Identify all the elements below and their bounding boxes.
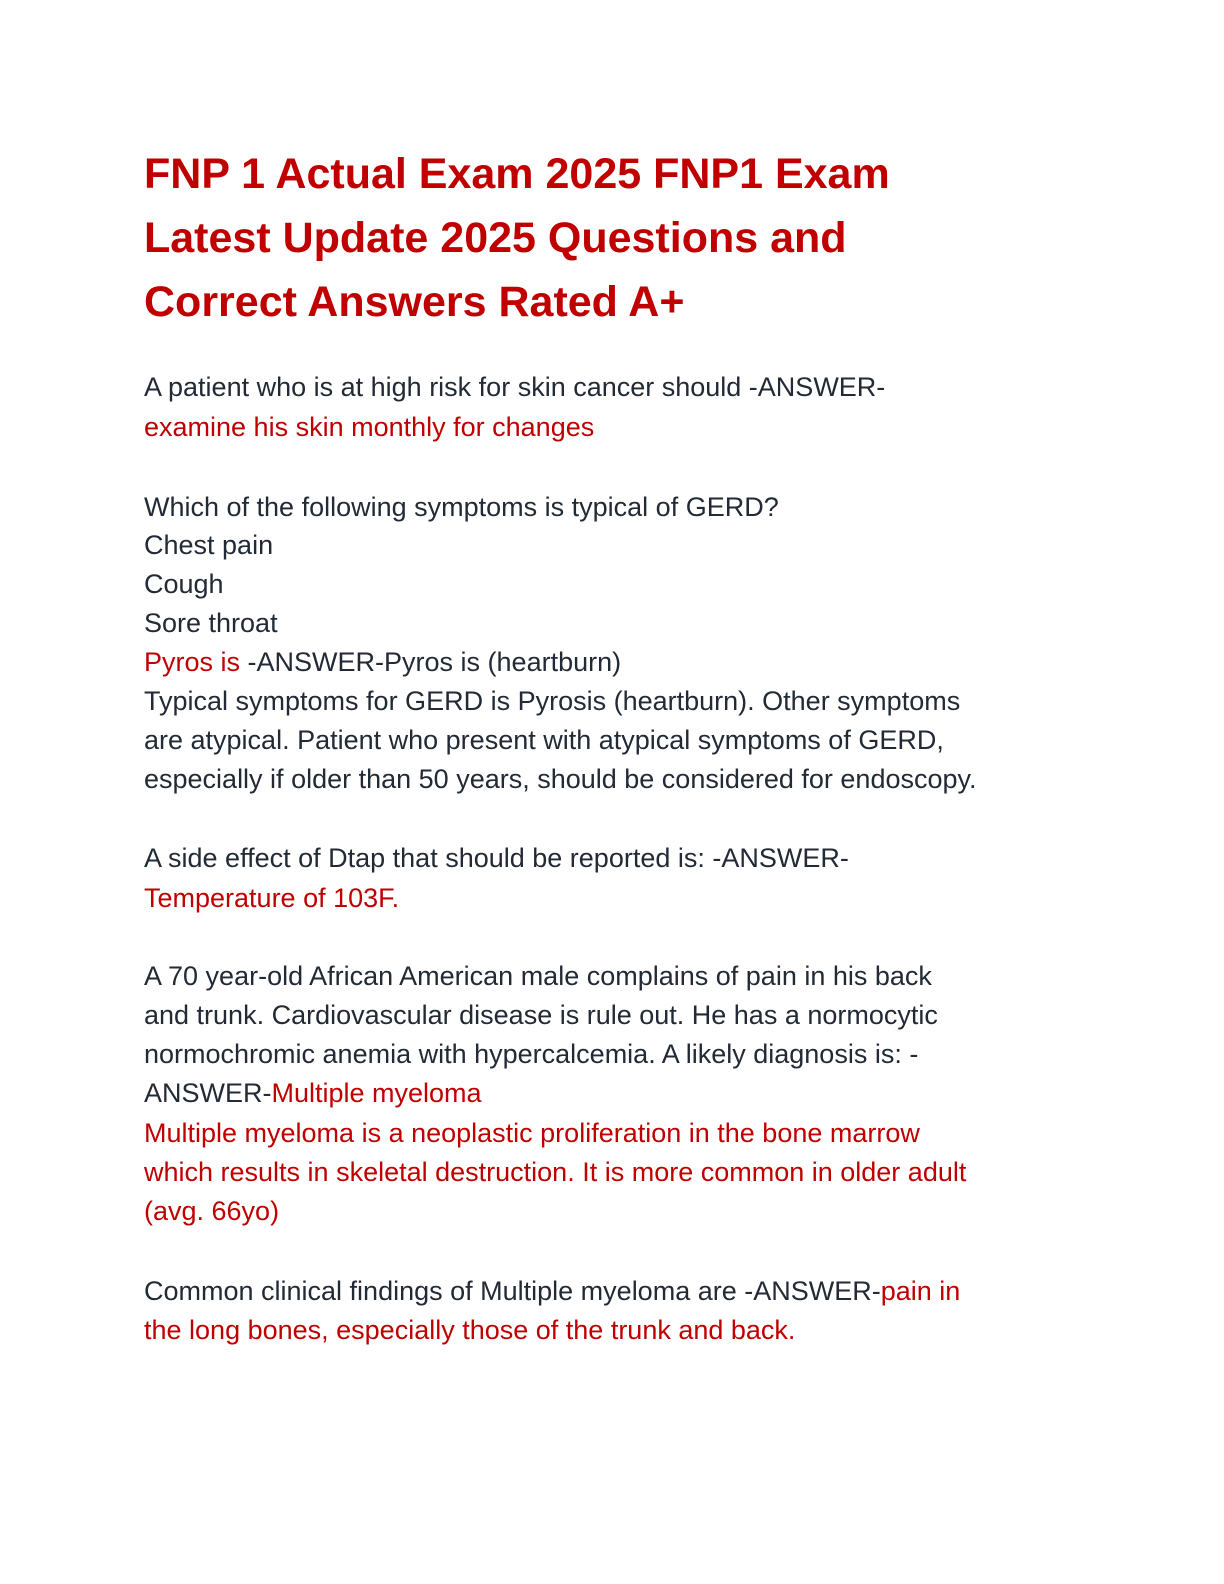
option-text: Cough: [144, 569, 224, 599]
question-text: and trunk. Cardiovascular disease is rule out. He has a normocytic: [144, 1000, 938, 1030]
answer-line: [144, 1273, 960, 1309]
answer-line: [144, 644, 621, 680]
option-text: Chest pain: [144, 530, 274, 560]
title-line: Correct Answers Rated A+: [144, 278, 685, 326]
answer-text: -ANSWER-Pyros is (heartburn): [240, 647, 622, 677]
answer-text: examine his skin monthly for changes: [144, 412, 595, 442]
answer-text: the long bones, especially those of the trunk and back.: [144, 1315, 796, 1345]
question-text: A patient who is at high risk for skin cancer should -ANSWER-: [144, 372, 886, 402]
title-line: FNP 1 Actual Exam 2025 FNP1 Exam: [144, 150, 890, 198]
answer-label: ANSWER-: [144, 1078, 272, 1108]
document-title: [144, 142, 1084, 334]
title-line: Latest Update 2025 Questions and: [144, 214, 847, 262]
explanation-text: especially if older than 50 years, should be considered for endoscopy.: [144, 764, 977, 794]
answer-text: Multiple myeloma: [271, 1078, 482, 1108]
question-text: A 70 year-old African American male complains of pain in his back: [144, 961, 932, 991]
question-text: A side effect of Dtap that should be reported is: -ANSWER-: [144, 843, 849, 873]
question-text: Common clinical findings of Multiple myeloma are -ANSWER-: [144, 1276, 881, 1306]
answer-highlight: Pyros is: [144, 647, 241, 677]
answer-line: [144, 1075, 482, 1111]
question-text: normochromic anemia with hypercalcemia. A likely diagnosis is: -: [144, 1039, 919, 1069]
answer-text: pain in: [880, 1276, 961, 1306]
explanation-text: (avg. 66yo): [144, 1196, 280, 1226]
answer-text: Temperature of 103F.: [144, 883, 400, 913]
explanation-text: Multiple myeloma is a neoplastic proliferation in the bone marrow: [144, 1118, 920, 1148]
explanation-text: Typical symptoms for GERD is Pyrosis (heartburn). Other symptoms: [144, 686, 961, 716]
question-text: Which of the following symptoms is typical of GERD?: [144, 492, 779, 522]
explanation-text: are atypical. Patient who present with atypical symptoms of GERD,: [144, 725, 944, 755]
explanation-text: which results in skeletal destruction. It is more common in older adult: [144, 1157, 967, 1187]
option-text: Sore throat: [144, 608, 278, 638]
